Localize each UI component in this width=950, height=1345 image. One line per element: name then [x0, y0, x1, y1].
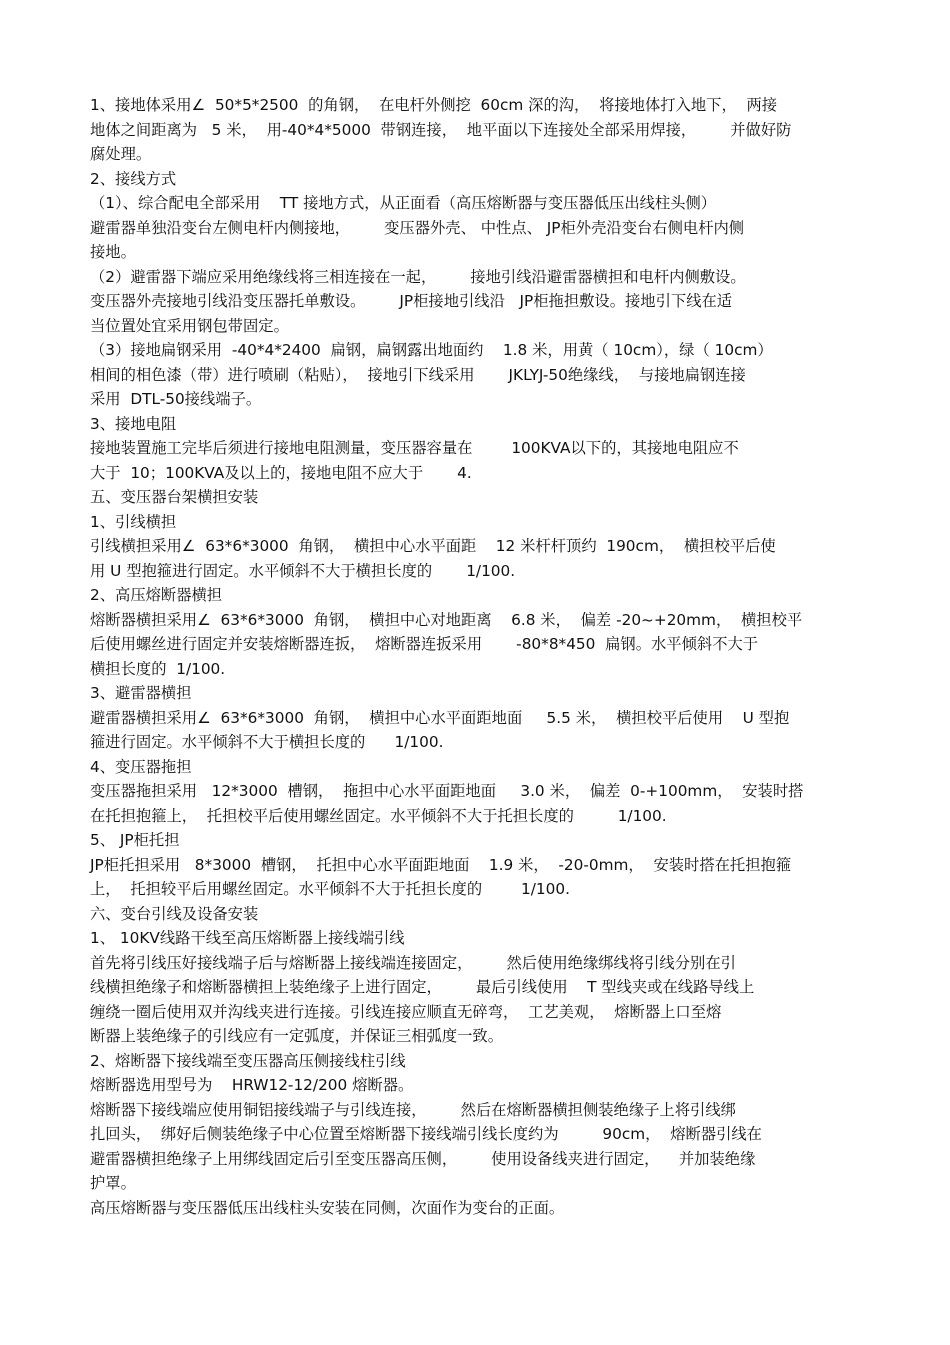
text-line: 相间的相色漆（带）进行喷刷（粘贴）， 接地引下线采用 JKLYJ-50绝缘线， 与接地扁钢连接 — [90, 365, 746, 384]
text-line: 在托担抱箍上， 托担校平后使用螺丝固定。水平倾斜不大于托担长度的 1/100. — [90, 806, 667, 825]
text-line: 接地。 — [90, 243, 136, 261]
text-line: （1）、综合配电全部采用 TT 接地方式，从正面看（高压熔断器与变压器低压出线柱头侧） — [90, 194, 717, 212]
section-heading: 2、高压熔断器横担 — [90, 586, 223, 604]
section-heading: 3、接地电阻 — [90, 414, 177, 433]
text-line: 采用 DTL-50接线端子。 — [90, 390, 262, 408]
text-line: 熔断器选用型号为 HRW12-12/200 熔断器。 — [90, 1076, 414, 1094]
section-heading: 4、变压器拖担 — [90, 757, 192, 776]
section-heading: 3、避雷器横担 — [90, 684, 192, 702]
chapter-heading: 六、变台引线及设备安装 — [90, 904, 259, 923]
text-line: 扎回头， 绑好后侧装绝缘子中心位置至熔断器下接线端引线长度约为 90cm， 熔断器引线在 — [90, 1125, 762, 1143]
section-heading: 1、引线横担 — [90, 512, 177, 531]
text-line: 腐处理。 — [90, 145, 152, 163]
text-line: 熔断器横担采用∠ 63*6*3000 角钢， 横担中心对地距离 6.8 米， 偏差 -20~+20mm， 横担校平 — [90, 610, 803, 629]
chapter-heading: 五、变压器台架横担安装 — [90, 488, 259, 506]
text-line: 避雷器单独沿变台左侧电杆内侧接地， 变压器外壳、 中性点、 JP柜外壳沿变台右侧电杆内侧 — [90, 218, 745, 237]
text-line: 后使用螺丝进行固定并安装熔断器连扳， 熔断器连扳采用 -80*8*450 扁钢。水平倾斜不大于 — [90, 635, 759, 653]
text-line: 避雷器横担绝缘子上用绑线固定后引至变压器高压侧， 使用设备线夹进行固定， 并加装绝缘 — [90, 1149, 756, 1168]
text-line: 地体之间距离为 5 米， 用-40*4*5000 带钢连接， 地平面以下连接处全部采用焊接， 并做好防 — [90, 120, 792, 139]
section-heading: 2、接线方式 — [90, 169, 177, 188]
text-line: 用 U 型抱箍进行固定。水平倾斜不大于横担长度的 1/100. — [90, 561, 516, 580]
text-line: （3）接地扁钢采用 -40*4*2400 扁钢，扁钢露出地面约 1.8 米，用黄（ 10cm），绿（ 10cm） — [90, 341, 773, 359]
text-line: （2）避雷器下端应采用绝缘线将三相连接在一起， 接地引线沿避雷器横担和电杆内侧敷设。 — [90, 267, 746, 286]
text-line: 1、接地体采用∠ 50*5*2500 的角钢， 在电杆外侧挖 60cm 深的沟， 将接地体打入地下， 两接 — [90, 96, 778, 114]
text-line: JP柜托担采用 8*3000 槽钢， 托担中心水平面距地面 1.9 米， -20-0mm， 安装时搭在托担抱箍 — [90, 855, 792, 874]
section-heading: 2、熔断器下接线端至变压器高压侧接线柱引线 — [90, 1051, 406, 1070]
text-line: 变压器拖担采用 12*3000 槽钢， 拖担中心水平面距地面 3.0 米， 偏差 0-+100mm， 安装时搭 — [90, 782, 804, 800]
text-line: 大于 10；100KVA及以上的，接地电阻不应大于 4. — [90, 463, 472, 482]
text-line: 当位置处宜采用钢包带固定。 — [90, 316, 289, 335]
text-line: 首先将引线压好接线端子后与熔断器上接线端连接固定， 然后使用绝缘绑线将引线分别在引 — [90, 953, 736, 972]
section-heading: 1、 10KV线路干线至高压熔断器上接线端引线 — [90, 929, 405, 947]
text-line: 缠绕一圈后使用双并沟线夹进行连接。引线连接应顺直无碎弯， 工艺美观， 熔断器上口至熔 — [90, 1002, 722, 1021]
text-line: 箍进行固定。水平倾斜不大于横担长度的 1/100. — [90, 733, 444, 751]
text-line: 避雷器横担采用∠ 63*6*3000 角钢， 横担中心水平面距地面 5.5 米， 横担校平后使用 U 型抱 — [90, 708, 790, 727]
text-line: 变压器外壳接地引线沿变压器托单敷设。 JP柜接地引线沿 JP柜拖担敷设。接地引下线在适 — [90, 292, 733, 310]
text-line: 熔断器下接线端应使用铜铝接线端子与引线连接， 然后在熔断器横担侧装绝缘子上将引线绑 — [90, 1100, 736, 1119]
section-heading: 5、 JP柜托担 — [90, 831, 180, 849]
text-line: 接地装置施工完毕后须进行接地电阻测量，变压器容量在 100KVA以下的，其接地电阻应不 — [90, 439, 739, 457]
text-line: 线横担绝缘子和熔断器横担上装绝缘子上进行固定， 最后引线使用 T 型线夹或在线路导线上 — [90, 978, 755, 996]
text-line: 引线横担采用∠ 63*6*3000 角钢， 横担中心水平面距 12 米杆杆顶约 190cm， 横担校平后使 — [90, 537, 776, 555]
text-line: 横担长度的 1/100. — [90, 659, 226, 678]
text-line: 上， 托担较平后用螺丝固定。水平倾斜不大于托担长度的 1/100. — [90, 880, 570, 898]
text-line: 高压熔断器与变压器低压出线柱头安装在同侧，次面作为变台的正面。 — [90, 1198, 565, 1217]
text-line: 护罩。 — [90, 1174, 136, 1192]
text-line: 断器上装绝缘子的引线应有一定弧度，并保证三相弧度一致。 — [90, 1027, 504, 1045]
document-body — [90, 93, 865, 1220]
